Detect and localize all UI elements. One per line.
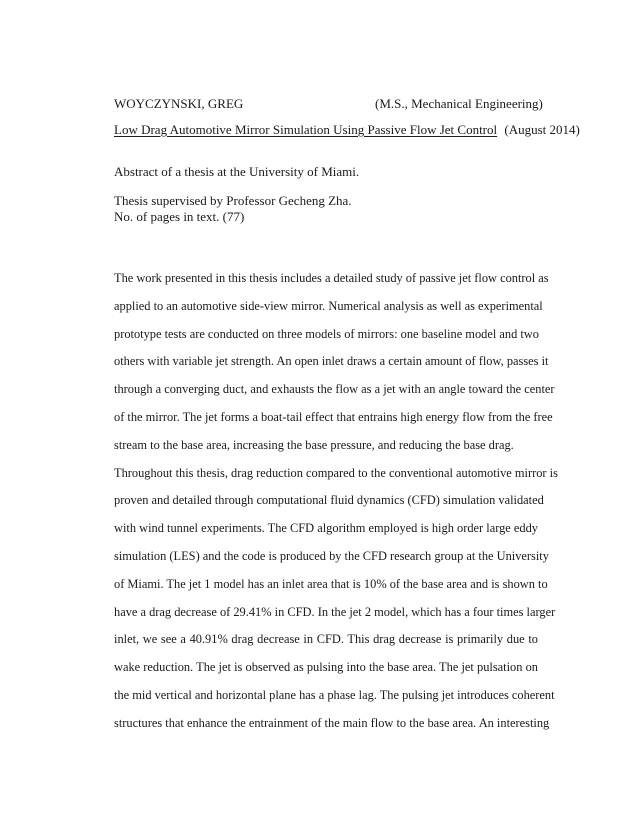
body-line: have a drag decrease of 29.41% in CFD. In the jet 2 model, which has a four times larger: [114, 604, 556, 619]
body-line: The work presented in this thesis includes a detailed study of passive jet flow control as: [114, 271, 549, 285]
body-line: through a converging duct, and exhausts the flow as a jet with an angle toward the center: [114, 382, 555, 397]
body-line: the mid vertical and horizontal plane has a phase lag. The pulsing jet introduces coherent: [114, 687, 555, 702]
thesis-title: Low Drag Automotive Mirror Simulation Using Passive Flow Jet Control: [114, 122, 498, 137]
body-line: structures that enhance the entrainment of the main flow to the base area. An interesting: [114, 715, 550, 730]
body-line: Throughout this thesis, drag reduction compared to the conventional automotive mirror is: [114, 465, 558, 480]
body-line: simulation (LES) and the code is produced by the CFD research group at the University: [114, 548, 549, 563]
page-count-line: No. of pages in text. (77): [114, 209, 245, 224]
abstract-body: [114, 265, 558, 738]
body-line: with wind tunnel experiments. The CFD algorithm employed is high order large eddy: [114, 521, 538, 536]
degree-label: (M.S., Mechanical Engineering): [375, 96, 543, 111]
thesis-title-line: [114, 122, 580, 138]
body-line: stream to the base area, increasing the base pressure, and reducing the base drag.: [114, 437, 514, 452]
body-line: prototype tests are conducted on three models of mirrors: one baseline model and two: [114, 326, 539, 341]
body-line: proven and detailed through computational fluid dynamics (CFD) simulation validated: [114, 493, 544, 508]
thesis-date: (August 2014): [504, 122, 580, 137]
body-line: wake reduction. The jet is observed as pulsing into the base area. The jet pulsation on: [114, 660, 538, 675]
body-line: of the mirror. The jet forms a boat-tail effect that entrains high energy flow from the free: [114, 409, 553, 424]
body-line: inlet, we see a 40.91% drag decrease in CFD. This drag decrease is primarily due to: [114, 632, 538, 647]
abstract-label: Abstract of a thesis at the University of Miami.: [114, 164, 360, 179]
body-line: of Miami. The jet 1 model has an inlet area that is 10% of the base area and is shown to: [114, 576, 548, 591]
supervisor-line: Thesis supervised by Professor Gecheng Zha.: [114, 193, 352, 208]
body-line: others with variable jet strength. An open inlet draws a certain amount of flow, passes it: [114, 354, 549, 369]
author-name: WOYCZYNSKI, GREG: [114, 96, 244, 111]
body-line: applied to an automotive side-view mirror. Numerical analysis as well as experimental: [114, 298, 543, 313]
